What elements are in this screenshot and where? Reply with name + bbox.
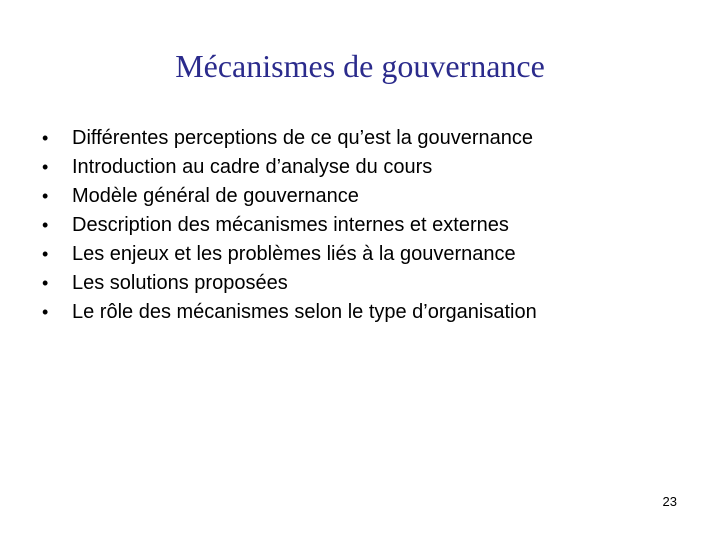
bullet-icon: • [42,273,49,293]
list-item-text: Les enjeux et les problèmes liés à la gouvernance [72,243,516,265]
list-item [42,298,537,327]
bullet-icon: • [42,215,49,235]
list-item [42,211,537,240]
list-item [42,240,537,269]
bullet-icon: • [42,302,49,322]
list-item [42,124,537,153]
list-item-text: Modèle général de gouvernance [72,185,359,207]
list-item-text: Description des mécanismes internes et externes [72,214,509,236]
bullet-icon: • [42,244,49,264]
slide-title: Mécanismes de gouvernance [175,48,545,84]
list-item-text: Différentes perceptions de ce qu’est la gouvernance [72,127,534,149]
list-item [42,182,537,211]
bullet-list [42,124,537,327]
bullet-icon: • [42,157,49,177]
list-item-text: Le rôle des mécanismes selon le type d’organisation [72,301,537,323]
list-item-text: Introduction au cadre d’analyse du cours [72,156,433,178]
list-item [42,153,537,182]
list-item [42,269,537,298]
bullet-icon: • [42,128,49,148]
bullet-icon: • [42,186,49,206]
page-number: 23 [662,494,677,509]
list-item-text: Les solutions proposées [72,272,288,294]
